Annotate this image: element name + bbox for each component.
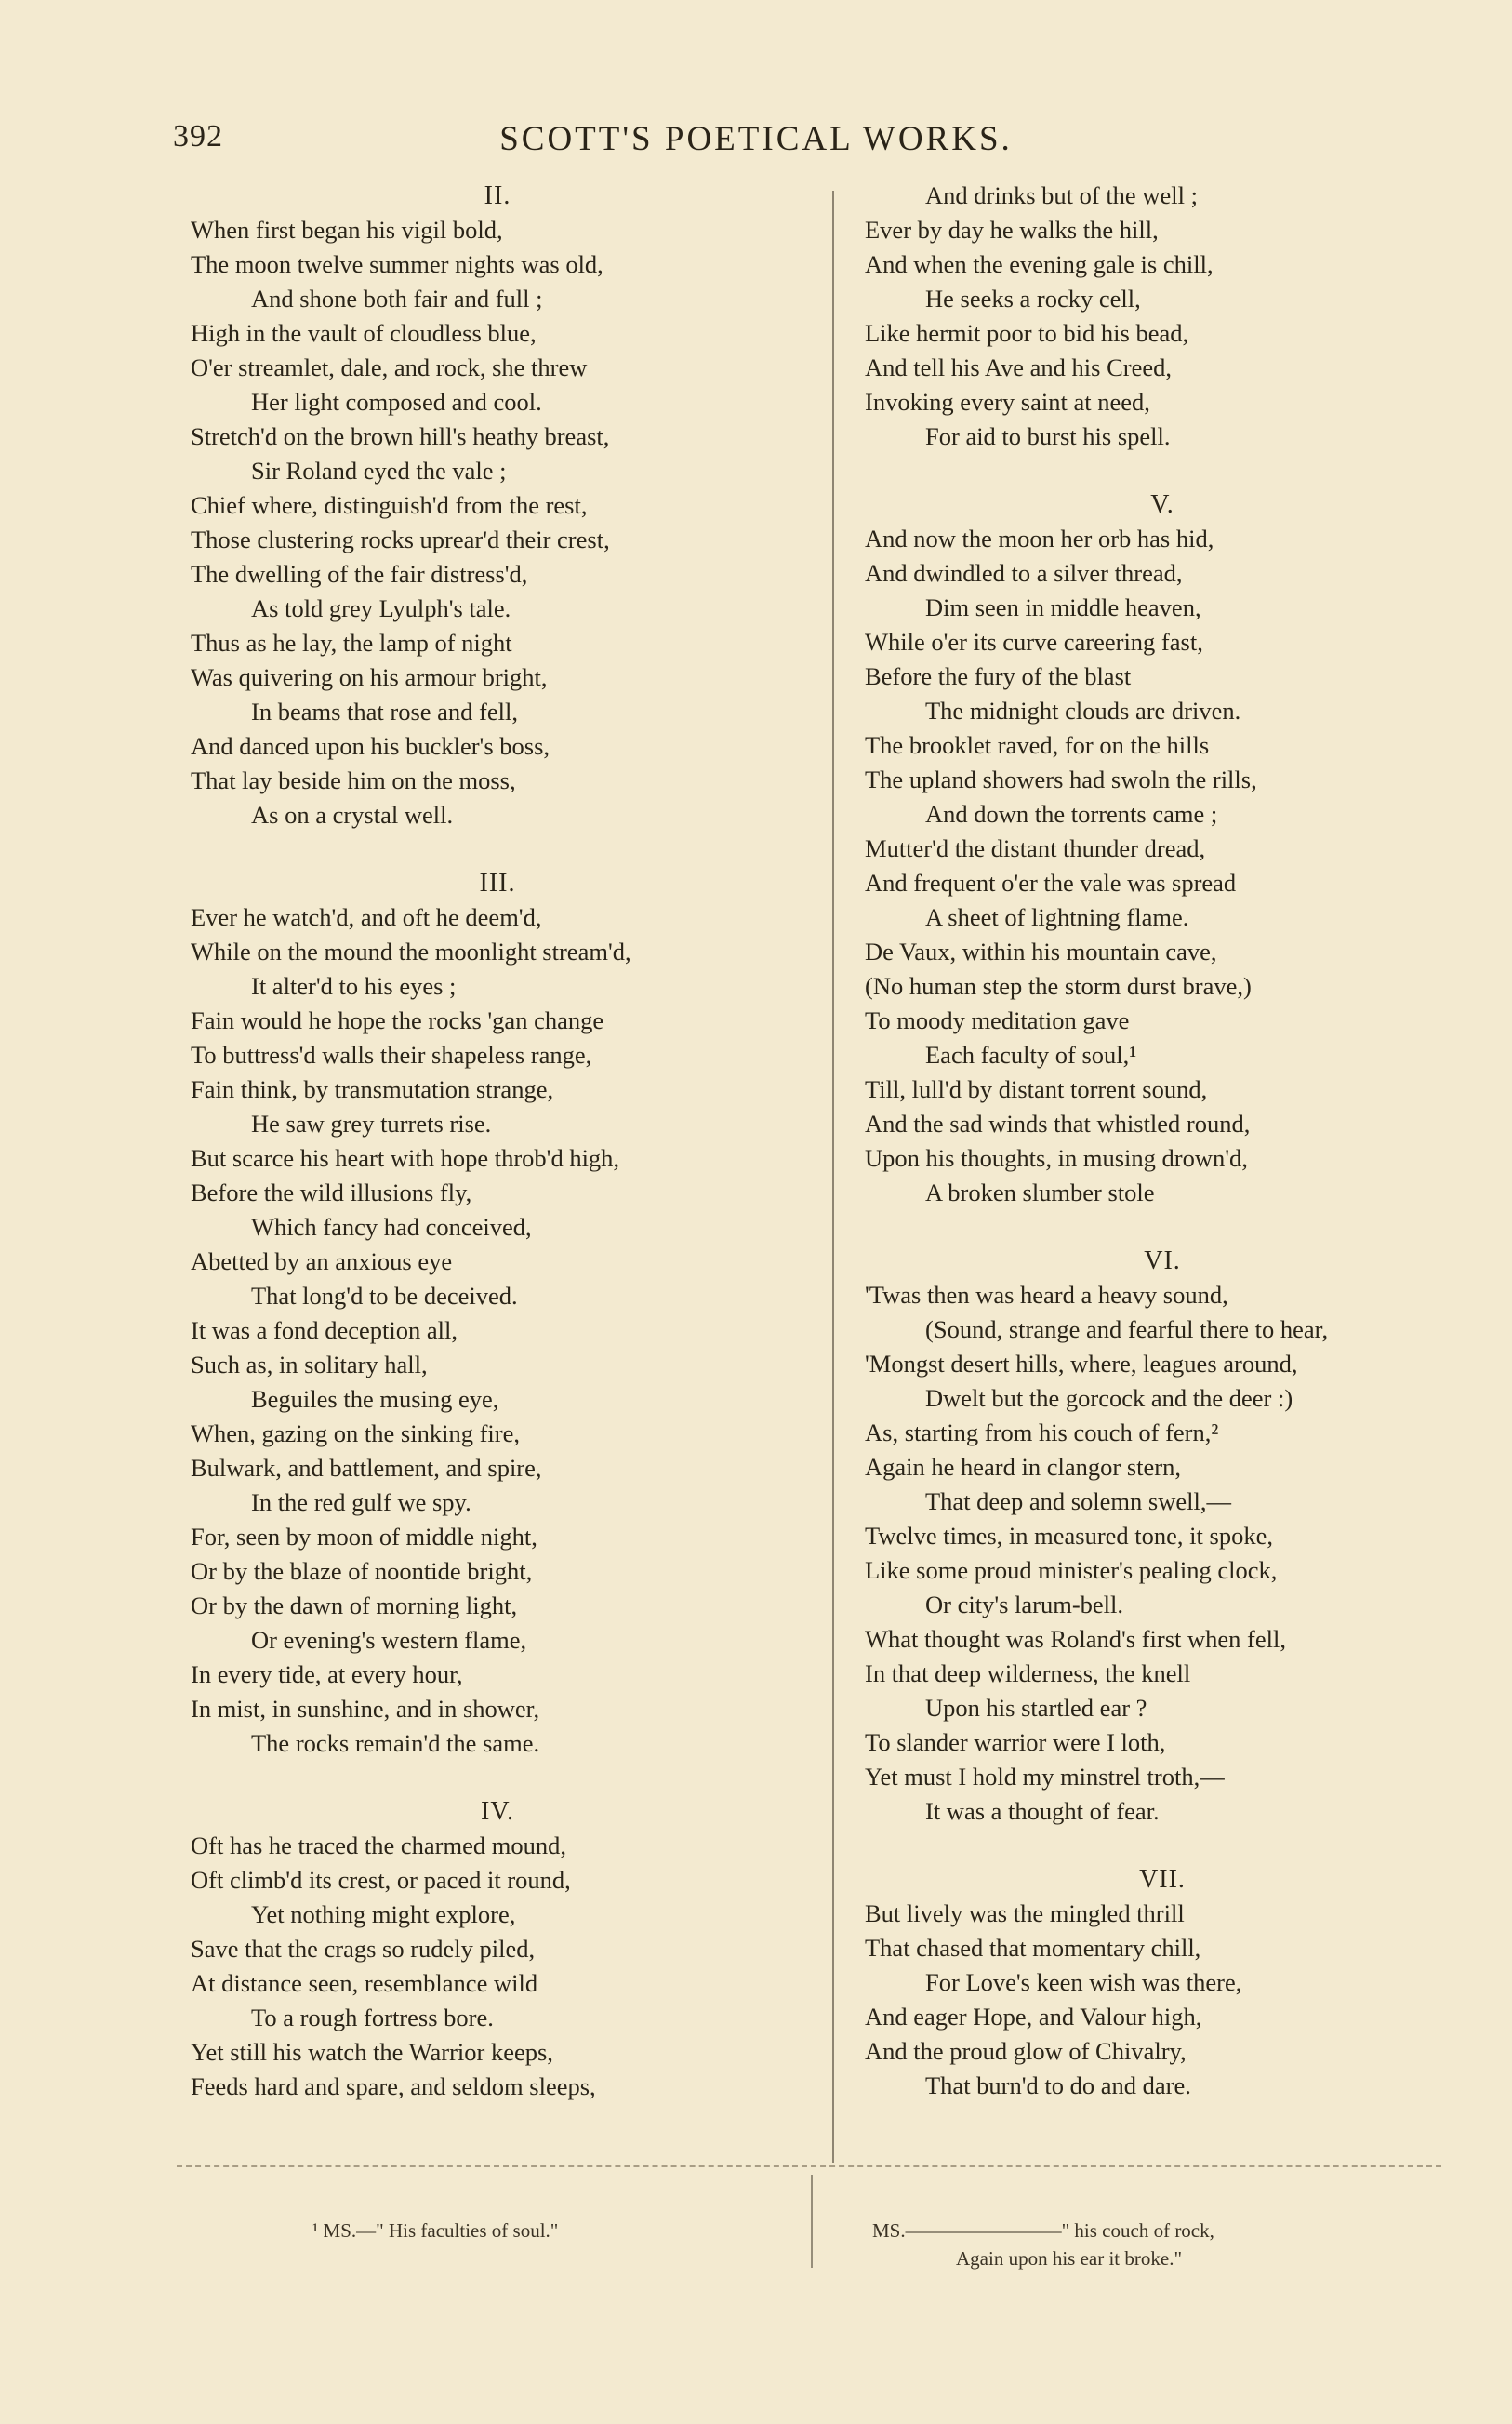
poem-line: Chief where, distinguish'd from the rest, (191, 491, 588, 519)
poem-line: Feeds hard and spare, and seldom sleeps, (191, 2072, 596, 2100)
stanza-heading: III. (479, 869, 516, 898)
running-title: SCOTT'S POETICAL WORKS. (499, 120, 1013, 158)
poem-line: When, gazing on the sinking fire, (191, 1419, 520, 1447)
poem-line: Her light composed and cool. (251, 388, 542, 416)
poem-line: Like hermit poor to bid his bead, (865, 319, 1189, 347)
poem-line: Oft has he traced the charmed mound, (191, 1831, 566, 1859)
poem-line: O'er streamlet, dale, and rock, she threw (191, 353, 588, 381)
right-column (865, 179, 1460, 2137)
footnote-2-line-1: MS.————————" his couch of rock, (872, 2219, 1214, 2242)
footnote-1: ¹ MS.—" His faculties of soul." (312, 2219, 559, 2242)
poem-line: And the sad winds that whistled round, (865, 1110, 1251, 1138)
poem-line: Stretch'd on the brown hill's heathy breast, (191, 422, 610, 450)
poem-line: While on the mound the moonlight stream'd, (191, 938, 631, 966)
poem-line: A sheet of lightning flame. (925, 903, 1189, 931)
stanza (191, 866, 804, 1761)
poem-line: And danced upon his buckler's boss, (191, 732, 550, 760)
poem-line: Yet nothing might explore, (251, 1900, 516, 1928)
poem-line: That deep and solemn swell,— (925, 1487, 1231, 1515)
poem-line: But lively was the mingled thrill (865, 1899, 1185, 1927)
poem-line: In the red gulf we spy. (251, 1488, 471, 1516)
poem-line: Ever he watch'd, and oft he deem'd, (191, 903, 542, 931)
poem-line: Sir Roland eyed the vale ; (251, 457, 507, 485)
poem-line: The midnight clouds are driven. (925, 697, 1241, 725)
poem-line: Was quivering on his armour bright, (191, 663, 548, 691)
poem-line: To slander warrior were I loth, (865, 1728, 1166, 1756)
page-header (0, 119, 1512, 164)
poem-line: Dwelt but the gorcock and the deer :) (925, 1384, 1293, 1412)
poem-line: 'Twas then was heard a heavy sound, (865, 1281, 1228, 1309)
poem-line: Or by the dawn of morning light, (191, 1592, 518, 1619)
poem-line: Fain think, by transmutation strange, (191, 1075, 554, 1103)
poem-line: And the proud glow of Chivalry, (865, 2037, 1187, 2065)
poem-line: He seeks a rocky cell, (925, 285, 1141, 313)
poem-line: (Sound, strange and fearful there to hear, (925, 1315, 1329, 1343)
poem-line: As told grey Lyulph's tale. (251, 594, 511, 622)
footnote-divider (811, 2175, 813, 2268)
poem-line: It alter'd to his eyes ; (251, 972, 457, 1000)
poem-line: Save that the crags so rudely piled, (191, 1935, 536, 1963)
poem-line: At distance seen, resemblance wild (191, 1969, 538, 1997)
poem-line: Yet still his watch the Warrior keeps, (191, 2038, 553, 2066)
poem-line: The rocks remain'd the same. (251, 1729, 540, 1757)
poem-line: As, starting from his couch of fern,² (865, 1418, 1219, 1446)
poem-line: The brooklet raved, for on the hills (865, 731, 1210, 759)
poem-line: De Vaux, within his mountain cave, (865, 938, 1217, 966)
column-divider (832, 191, 834, 2163)
poem-line: (No human step the storm durst brave,) (865, 972, 1252, 1000)
poem-line: That chased that momentary chill, (865, 1934, 1201, 1962)
poem-line: Dim seen in middle heaven, (925, 593, 1201, 621)
poem-line: Oft climb'd its crest, or paced it round, (191, 1866, 571, 1894)
stanza-heading: VII. (1139, 1865, 1186, 1894)
poem-line: Such as, in solitary hall, (191, 1351, 428, 1378)
poem-line: And now the moon her orb has hid, (865, 525, 1214, 553)
poem-line: High in the vault of cloudless blue, (191, 319, 537, 347)
poem-line: In every tide, at every hour, (191, 1660, 463, 1688)
poem-line: And frequent o'er the vale was spread (865, 869, 1237, 897)
stanza (191, 179, 804, 832)
poem-line: And drinks but of the well ; (925, 181, 1198, 209)
poem-line: What thought was Roland's first when fell, (865, 1625, 1286, 1653)
poem-line: Abetted by an anxious eye (191, 1247, 453, 1275)
poem-line: That long'd to be deceived. (251, 1282, 518, 1310)
poem-line: Or by the blaze of noontide bright, (191, 1557, 533, 1585)
poem-line: Bulwark, and battlement, and spire, (191, 1454, 542, 1482)
poem-line: Upon his thoughts, in musing drown'd, (865, 1144, 1248, 1172)
poem-line: In that deep wilderness, the knell (865, 1659, 1191, 1687)
poem-line: For Love's keen wish was there, (925, 1968, 1242, 1996)
stanza (865, 179, 1460, 454)
footnote-2-line-2: Again upon his ear it broke." (956, 2247, 1183, 2270)
poem-line: As on a crystal well. (251, 801, 454, 829)
poem-line: For, seen by moon of middle night, (191, 1523, 537, 1551)
poem-line: Or evening's western flame, (251, 1626, 527, 1654)
poem-line: Yet must I hold my minstrel troth,— (865, 1763, 1225, 1791)
stanza (865, 1862, 1460, 2103)
stanza (191, 1794, 804, 2104)
stanza-heading: VI. (1144, 1246, 1181, 1275)
poem-line: Twelve times, in measured tone, it spoke, (865, 1522, 1273, 1550)
poem-line: Before the fury of the blast (865, 662, 1132, 690)
stanza (865, 487, 1460, 1210)
poem-line: For aid to burst his spell. (925, 422, 1171, 450)
poem-line: And when the evening gale is chill, (865, 250, 1214, 278)
stanza-heading: II. (484, 181, 511, 210)
poem-line: Like some proud minister's pealing clock, (865, 1556, 1278, 1584)
poem-line: And eager Hope, and Valour high, (865, 2003, 1202, 2031)
poem-line: Upon his startled ear ? (925, 1694, 1147, 1722)
poem-line: And down the torrents came ; (925, 800, 1218, 828)
poem-line: That burn'd to do and dare. (925, 2071, 1191, 2099)
poem-line: Again he heard in clangor stern, (865, 1453, 1181, 1481)
poem-line: Beguiles the musing eye, (251, 1385, 499, 1413)
poem-line: Till, lull'd by distant torrent sound, (865, 1075, 1208, 1103)
poem-line: And dwindled to a silver thread, (865, 559, 1183, 587)
poem-line: And shone both fair and full ; (251, 285, 543, 313)
poem-line: In beams that rose and fell, (251, 698, 518, 726)
poem-line: Which fancy had conceived, (251, 1213, 532, 1241)
poem-line: That lay beside him on the moss, (191, 766, 516, 794)
poem-line: A broken slumber stole (925, 1179, 1155, 1206)
poem-line: While o'er its curve careering fast, (865, 628, 1203, 656)
poem-line: Fain would he hope the rocks 'gan change (191, 1006, 604, 1034)
poem-line: To buttress'd walls their shapeless range, (191, 1041, 592, 1069)
poem-line: Invoking every saint at need, (865, 388, 1150, 416)
poem-line: It was a thought of fear. (925, 1797, 1160, 1825)
footnote-2 (872, 2217, 1214, 2272)
page-number: 392 (173, 119, 223, 153)
poem-line: Before the wild illusions fly, (191, 1179, 472, 1206)
poem-line: To a rough fortress bore. (251, 2004, 494, 2031)
poem-line: Those clustering rocks uprear'd their crest, (191, 526, 610, 553)
poem-line: It was a fond deception all, (191, 1316, 458, 1344)
poem-line: The dwelling of the fair distress'd, (191, 560, 528, 588)
poem-line: But scarce his heart with hope throb'd high, (191, 1144, 620, 1172)
stanza (865, 1244, 1460, 1829)
poem-line: Thus as he lay, the lamp of night (191, 629, 512, 657)
poem-line: In mist, in sunshine, and in shower, (191, 1695, 540, 1723)
poem-line: When first began his vigil bold, (191, 216, 503, 244)
poem-line: He saw grey turrets rise. (251, 1110, 492, 1138)
poem-line: The moon twelve summer nights was old, (191, 250, 603, 278)
poem-line: Mutter'd the distant thunder dread, (865, 834, 1206, 862)
poem-line: 'Mongst desert hills, where, leagues around, (865, 1350, 1298, 1378)
stanza-heading: V. (1150, 490, 1174, 519)
poem-line: The upland showers had swoln the rills, (865, 766, 1257, 793)
footnote-rule (177, 2165, 1441, 2167)
poem-line: Ever by day he walks the hill, (865, 216, 1159, 244)
poem-line: To moody meditation gave (865, 1006, 1130, 1034)
poem-line: And tell his Ave and his Creed, (865, 353, 1172, 381)
poem-line: Or city's larum-bell. (925, 1591, 1124, 1618)
left-column (191, 179, 804, 2138)
stanza-heading: IV. (481, 1797, 514, 1826)
poem-line: Each faculty of soul,¹ (925, 1041, 1137, 1069)
